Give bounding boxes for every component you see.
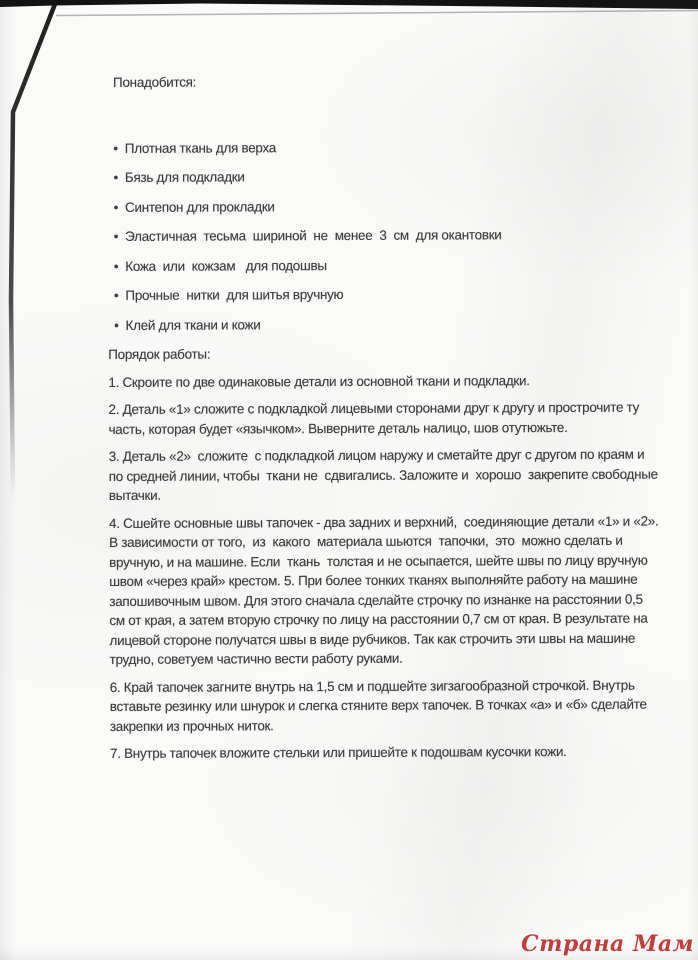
bullet-icon: • [113,140,118,156]
material-item [114,284,660,306]
procedure-heading: Порядок работы: [108,346,211,362]
material-text: Прочные нитки для шитья вручную [125,286,344,303]
paper-top-edge-line [56,11,698,16]
material-item [114,254,660,276]
material-item [114,195,660,217]
material-item [113,166,659,188]
step-paragraph: 2. Деталь «1» сложите с подкладкой лицевыми сторонами друг к другу и прострочите ту часть, которая будет «язычком». Выверните деталь налицо, шов отутюжьте. [108,399,643,437]
document-content [107,71,662,772]
needed-heading: Понадобится: [113,74,197,90]
steps-section [108,370,662,763]
materials-list [107,136,660,335]
material-text: Плотная ткань для верха [124,139,276,156]
step-paragraph: 7. Внутрь тапочек вложите стельки или пришейте к подошвам кусочки кожи. [109,744,567,761]
step-paragraph: 1. Скроите по две одинаковые детали из основной ткани и подкладки. [108,372,530,390]
step-paragraph: 3. Деталь «2» сложите с подкладкой лицом наружу и сметайте друг с другом по краям и по средней линии, чтобы ткани не сдвигались. Заложите и хорошо закрепите свободные вытачки. [108,446,662,503]
material-text: Эластичная тесьма шириной не менее 3 см для окантовки [125,227,502,244]
top-scan-bar [0,0,698,9]
material-item [114,225,660,247]
material-item [114,313,660,335]
material-text: Клей для ткани и кожи [125,316,261,333]
step-paragraph: 4. Сшейте основные швы тапочек - два задних и верхний, соединяющие детали «1» и «2». В зависимости от того, из какого материала шьются тапочки, это можно сделать и вручную, и на машине. Если ткань толстая и не осыпается, шейте швы по лицу вручную швом «через край» крестом. 5. При более тонких тканях выполняйте работу на машине запошивочным швом. Для этого сначала сделайте строчку по изнанке на расстоянии 0,5 см от края, а затем вторую строчку по лицу на расстоянии 0,7 см от края. В результате на лицевой стороне получатся швы в виде рубчиков. Так как строчить эти швы на машине трудно, советуем частично вести работу руками. [108,513,662,667]
bullet-icon: • [113,287,119,303]
material-text: Бязь для подкладки [124,169,245,185]
bullet-icon: • [113,258,119,274]
left-scan-edge-line [11,4,55,500]
bullet-icon: • [114,317,119,333]
material-text: Кожа или кожзам для подошвы [125,257,327,274]
material-text: Синтепон для прокладки [124,198,275,215]
watermark: Страна Мам [521,931,694,957]
bullet-icon: • [113,228,119,244]
bullet-icon: • [113,199,119,215]
step-paragraph: 6. Край тапочек загните внутрь на 1,5 см и подшейте зигзагообразной строчкой. Внутрь вставьте резинку или шнурок и слегка стяните верх тапочек. В точках «а» и «б» сделайте закрепки из прочных ниток. [109,677,651,734]
bullet-icon: • [113,169,118,185]
material-item [113,136,659,158]
